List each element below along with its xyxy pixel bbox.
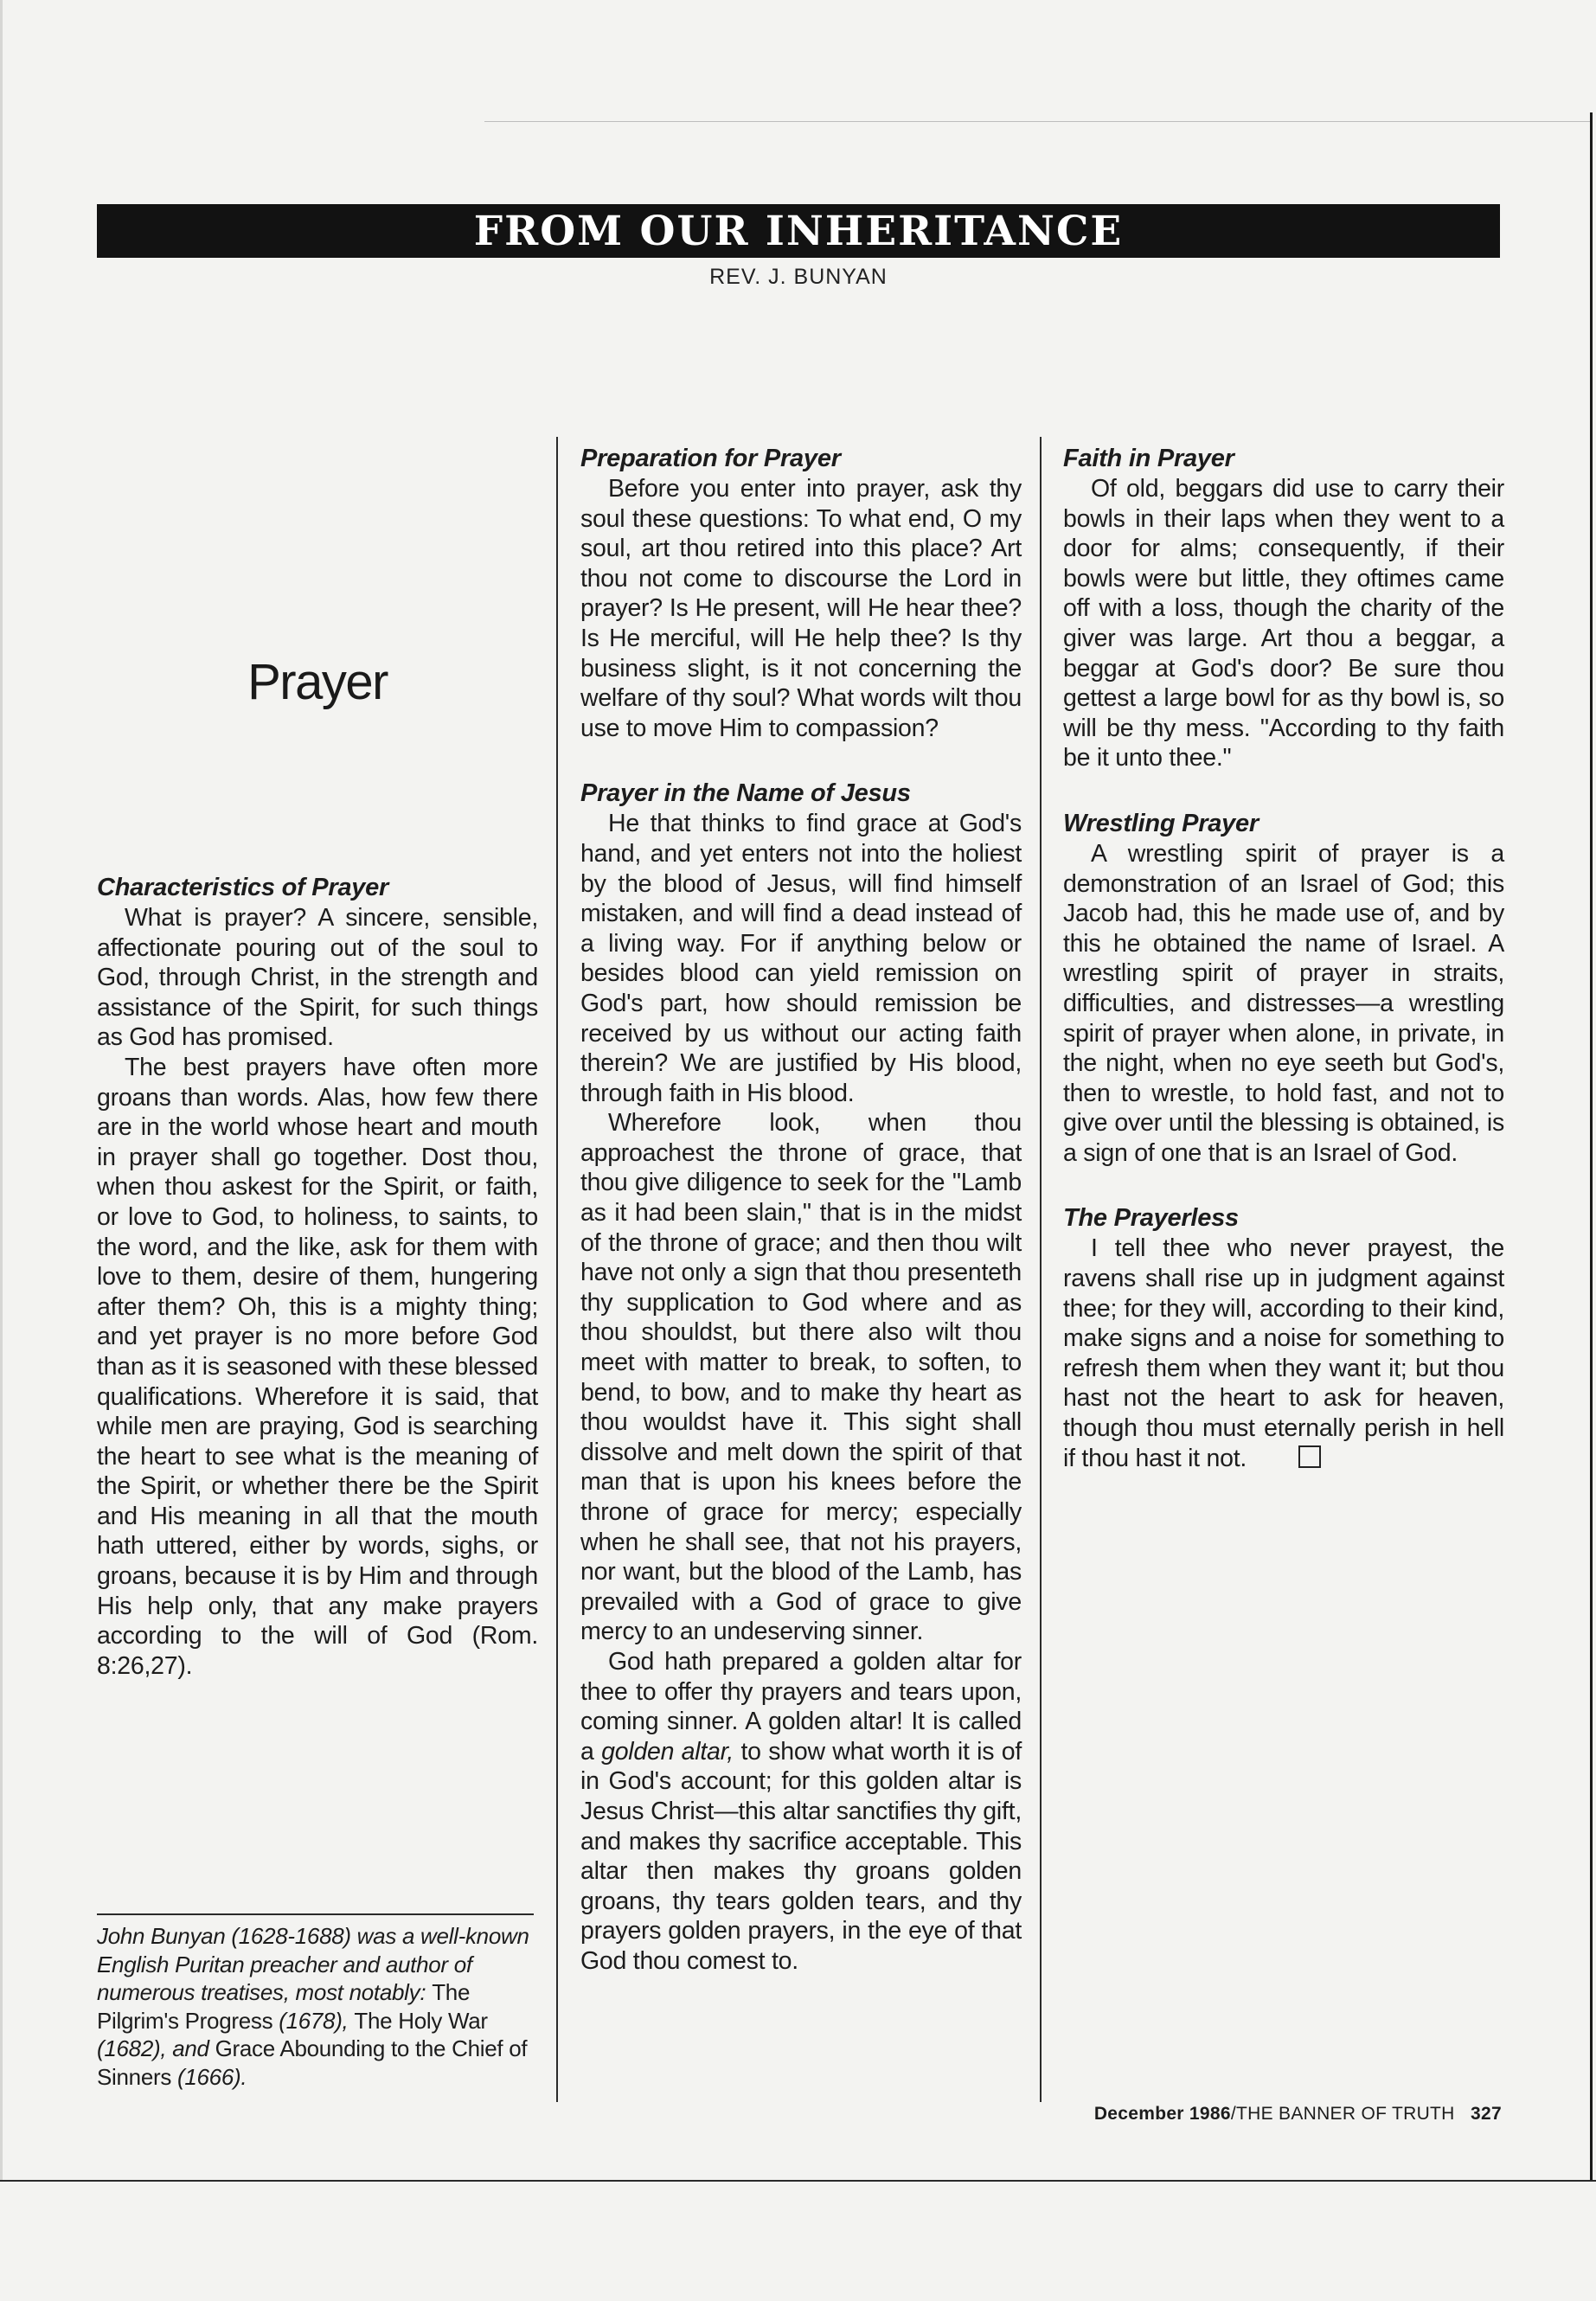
scan-line-top [484,121,1592,122]
column-1 [97,872,538,1681]
section-heading: Preparation for Prayer [580,445,841,472]
scan-line-bottom [0,2180,1596,2182]
section-wrestling [1063,808,1504,1169]
paragraph: Of old, beggars did use to carry their bowls in their laps when they went to a door for alms; consequently, if their bowls were but little, they oftimes came off with a loss, though the charity of the giver was large. Art thou a beggar, a beggar at God's door? Be sure thou gettest a large bowl for as thy bowl is, so will be thy mess. "According to thy faith be it unto thee." [1063,475,1504,772]
scan-edge-right [1590,112,1593,2180]
footer-issue-date: December 1986 [1093,2104,1231,2124]
paragraph: A wrestling spirit of prayer is a demonstration of an Israel of God; this Jacob had, this he made use of, and by this he obtained the name of Israel. A wrestling spirit of prayer in straits, difficulties, and distresses—a wrestling spirit of prayer when alone, in private, in the night, when no eye seeth but God's, then to wrestle, to hold fast, and not to give over until the blessing is obtained, is a sign of one that is an Israel of God. [1063,839,1504,1167]
section-heading: Characteristics of Prayer [97,874,389,901]
column-2 [580,443,1022,2011]
paragraph-text: God hath prepared a golden altar for thee to offer thy prayers and tears upon, coming sinner. A golden altar! It is called a [580,1647,1022,1766]
section-preparation [580,443,1022,743]
paragraph: He that thinks to find grace at God's hand, and yet enters not into the holiest by the blood of Jesus, will find himself mistaken, and will find a dead instead of a living way. For if anything below or besides blood can yield remission on God's part, how should remission be received by us without our acting faith therein? We are justified by His blood, through faith in His blood. [580,810,1022,1107]
end-of-article-icon [1298,1445,1321,1468]
footer-publication: /THE BANNER OF TRUTH [1230,2104,1455,2124]
paragraph: What is prayer? A sincere, sensible, affectionate pouring out of the soul to God, through Christ, in the strength and assistance of the Spirit, for such things as God has promised. [97,904,538,1052]
footnote-book-title: The Holy War [354,2007,488,2034]
page-number: 327 [1471,2104,1502,2124]
emphasis-text: golden altar, [601,1737,734,1766]
section-heading: Wrestling Prayer [1063,809,1259,837]
section-heading: Prayer in the Name of Jesus [580,779,911,808]
paragraph: Before you enter into prayer, ask thy soul these questions: To what end, O my soul, art thou retired into this place? Art thou not come to discourse the Lord in prayer? Is He present, will He hear thee? Is He merciful, will He help thee? Is thy business slight, is it not concerning the welfare of thy soul? What words wilt thou use to move Him to compassion? [580,475,1022,742]
footnote-book-title: The Pilgrim's Progress [97,1979,471,2034]
paragraph-text: to show what worth it is of in God's account; for this golden altar is Jesus Christ—this altar sanctifies thy gift, and makes thy sacrifice acceptable. This altar then makes thy groans golden groans, thy tears golden tears, and thy prayers golden prayers, in the eye of that God thou comest to. [580,1737,1022,1975]
column-divider-2 [1040,437,1042,2102]
footnote-book-title: Grace Abounding to the Chief of Sinners [97,2035,528,2090]
paragraph: Wherefore look, when thou approachest the throne of grace, that thou give diligence to seek for the "Lamb as it had been slain," that is in the midst of the throne of grace; and then thou wilt have not only a sign that thou presenteth thy supplication to God where and as thou shouldst, but there also wilt thou meet with matter to break, to soften, to bend, to bow, and to make thy heart as thou wouldst have it. This sight shall dissolve and melt down the spirit of that man that is upon his knees before the throne of grace for mercy; especially when he shall see, that not his prayers, nor want, but the blood of the Lamb, has prevailed with a God of grace to give mercy to an undeserving sinner. [580,1109,1022,1646]
section-faith [1063,443,1504,773]
author-byline: REV. J. BUNYAN [709,265,888,289]
footnote-text: (1678), [272,2007,355,2034]
article-title: Prayer [247,654,388,710]
paragraph-text: I tell thee who never prayest, the ravens shall rise up in judgment against thee; for they will, according to their kind, make signs and a noise for something to refresh them when they want it; but thou hast not the heart to ask for heaven, though thou must eternally perish in hell if thou hast it not. [1063,1234,1504,1472]
footnote-text: (1682), and [97,2035,215,2061]
paragraph [1063,1234,1504,1473]
banner-title: FROM OUR INHERITANCE [473,207,1124,255]
column-3 [1063,443,1504,1508]
footnote-text: John Bunyan (1628-1688) was a well-known English Puritan preacher and author of numerous treatises, most notably: [97,1923,529,2005]
section-heading: Faith in Prayer [1063,445,1234,472]
footnote-divider [97,1913,534,1915]
paragraph [580,1647,1022,1977]
paragraph: The best prayers have often more groans than words. Alas, how few there are in the world whose heart and mouth in prayer shall go together. Dost thou, when thou askest for the Spirit, or faith, or love to God, to holiness, to saints, to the word, and the like, ask for them with love to them, desire of them, hungering after them? Oh, this is a mighty thing; and yet prayer is no more before God than as it is seasoned with these blessed qualifications. Wherefore it is said, that while men are praying, God is searching the heart to see what is the meaning of the Spirit, or whether there be the Spirit and His meaning in all that the mouth hath uttered, either by words, sighs, or groans, because it is by Him and through His help only, that any make prayers according to the will of God (Rom. 8:26,27). [97,1053,538,1680]
scan-edge-left [0,0,3,2180]
column-divider-1 [556,437,558,2102]
section-banner [97,204,1500,258]
page-footer [1081,2104,1502,2125]
section-name-of-jesus [580,778,1022,1976]
section-prayerless [1063,1202,1504,1473]
author-footnote [97,1922,538,2091]
section-heading: The Prayerless [1063,1204,1239,1233]
footnote-text: (1666). [171,2063,247,2090]
